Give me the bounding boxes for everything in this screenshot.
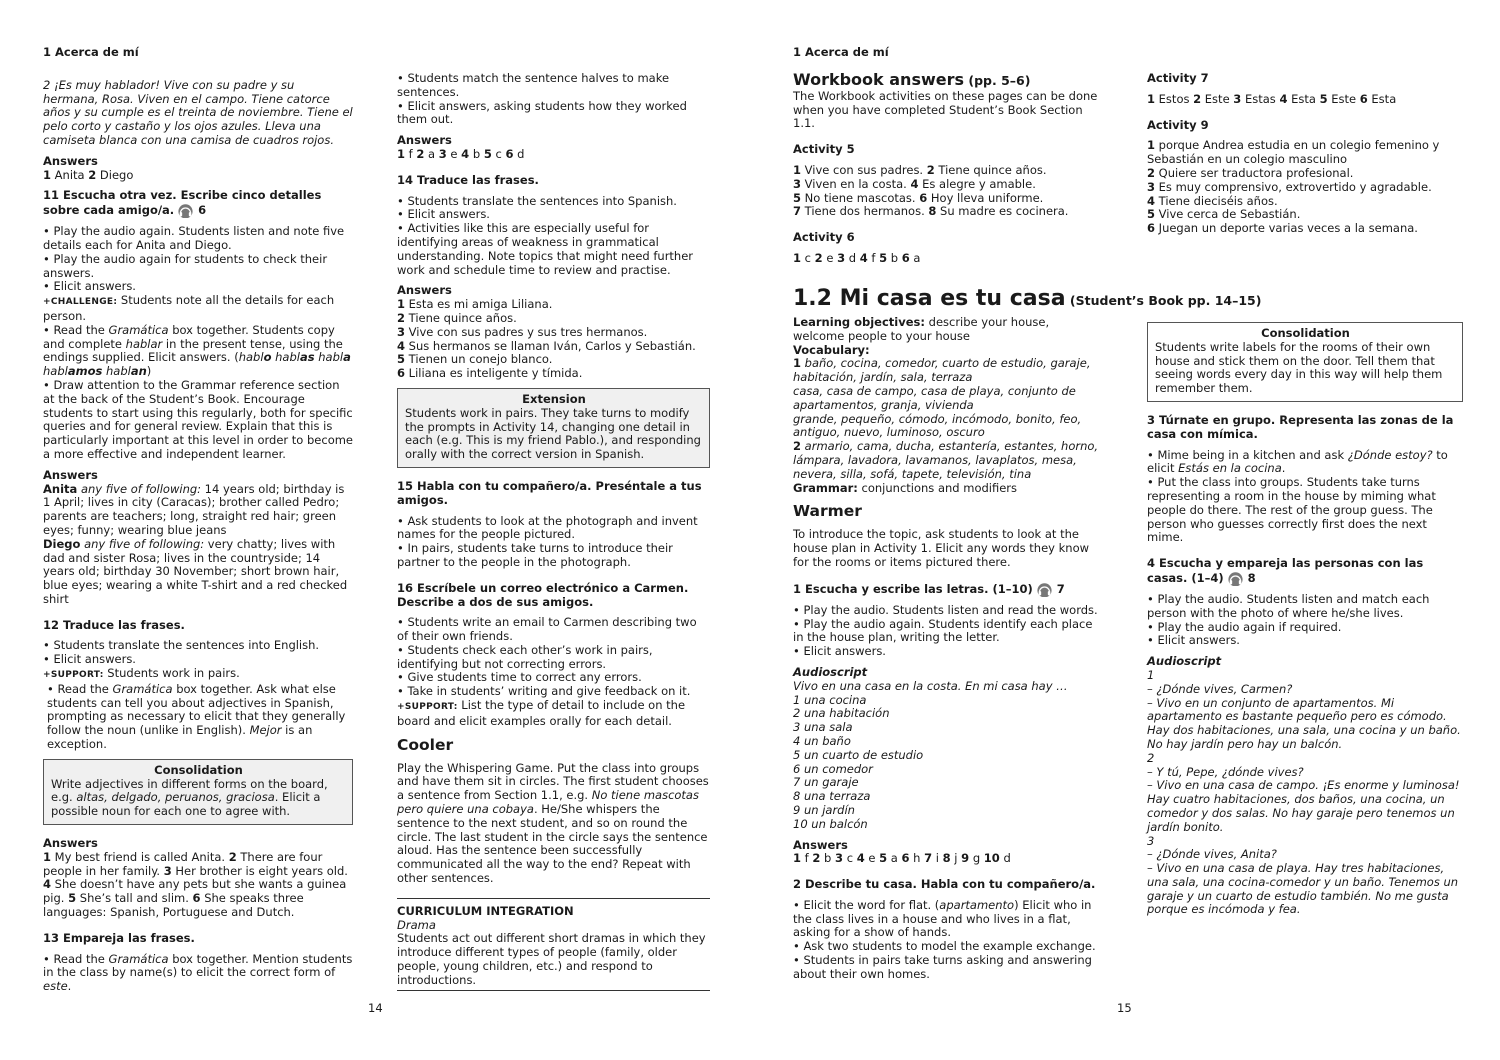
ex16-bullet-2: • Students check each other’s work in pairs, identifying but not correcting errors. [397,642,653,671]
exercise-15-title: 15 Habla con tu compañero/a. Preséntale a tus amigos. [397,478,702,507]
exercise-4-title: 4 Escucha y empareja las personas con las casas. (1–4) 8 [1147,556,1424,585]
audioscript-4: 1 – ¿Dónde vives, Carmen? – Vivo en un conjunto de apartamentos. Mi apartamento es bastante pequeño pero es cómodo. Hay dos habitaciones, una sala, una cocina y un baño. No hay jardín pero hay un balcón. 2 – Y tú, Pepe, ¿dónde vives? – Vivo en una casa de campo. ¡Es enorme y luminosa! Hay cuatro habitaciones, dos baños, una cocina, un comedor y dos salas. No hay garaje pero tenemos un jardín bonito. 3 – ¿Dónde vives, Anita? – Vivo en una casa de playa. Hay tres habitaciones, una sala, una cocina-comedor y un baño. Tenemos un garaje y un cuarto de estudio también. No me gusta porque es incómoda y fea. [1147,667,1461,917]
consolidation-box [43,759,353,825]
answers-heading-3: Answers [43,836,98,851]
right-column-2 [1147,72,1457,236]
cooler-heading: Cooler [397,735,454,754]
ex11-bullet-4: • Read the Gramática box together. Students copy and complete hablar in the present tense, using the endings supplied. Elicit answers. (hablo hablas habla hablamos hablan) [43,322,351,379]
audioscript-label: Audioscript [793,664,868,679]
conjugation: hablo hablas habla hablamos hablan [43,350,351,379]
warmer-heading: Warmer [793,502,862,521]
workbook-intro: The Workbook activities on these pages can be done when you have completed Student’s Book Section 1.1. [793,88,1098,131]
support-note: +SUPPORT: Students work in pairs. [43,666,240,681]
ex4-bullet-1: • Play the audio. Students listen and match each person with the photo of where he/she lives. [1147,591,1430,620]
divider-bottom [397,990,710,991]
ex12-bullet-2: • Elicit answers. [43,652,136,667]
activity-5-title: Activity 5 [793,142,855,157]
exercise-13-title: 13 Empareja las frases. [43,930,195,945]
activity-6-answers: 1 c 2 e 3 d 4 f 5 b 6 a [793,250,921,265]
answers-heading-14: Answers [397,283,452,298]
activity-7-answers: 1 Estos 2 Este 3 Estas 4 Esta 5 Este 6 Esta [1147,91,1397,106]
answers-list: 1 Anita 2 Diego [43,167,134,182]
ex3-bullet-2: • Put the class into groups. Students take turns representing a room in the house by miming what people do there. The rest of the group guess. The person who guesses correctly first does the next mime. [1147,475,1436,545]
vocabulary-2: 2 armario, cama, ducha, estantería, estantes, horno, lámpara, lavadora, lavamanos, lavaplatos, mesa, nevera, silla, sofá, tapete, televisión, tina [793,439,1099,481]
ex13-bullet-2: • Elicit answers, asking students how they worked them out. [397,98,687,127]
vocabulary-1b: casa, casa de campo, casa de playa, conjunto de apartamentos, granja, vivienda [793,383,1076,412]
warmer-text: To introduce the topic, ask students to look at the house plan in Activity 1. Elicit any words they know for the rooms or items pictured there. [793,527,1090,569]
ex11-bullet-5: • Draw attention to the Grammar reference section at the back of the Student’s Book. Encourage students to start using this regularly, both for specific queries and for general review. Explain that this is particularly important at this level in order to become a more effective and independent learner. [43,377,354,461]
ex1-bullet-2: • Play the audio again. Students identify each place in the house plan, writing the letter. [793,616,1093,645]
vocabulary-1: 1 baño, cocina, comedor, cuarto de estudio, garaje, habitación, jardín, sala, terraza [793,356,1091,385]
learning-objectives: Learning objectives: describe your house, welcome people to your house [793,315,1050,343]
ex13-bullet: • Read the Gramática box together. Mention students in the class by name(s) to elicit the correct form of este. [43,951,353,994]
activity-7-title: Activity 7 [1147,71,1209,85]
ex4-bullet-2: • Play the audio again if required. [1147,619,1342,634]
ex14-bullet-3: • Activities like this are especially useful for identifying areas of weakness in grammatical understanding. Note topics that might need further work and schedule time to review and practise. [397,221,694,277]
intro-paragraph: 2 ¡Es muy hablador! Vive con su padre y su hermana, Rosa. Viven en el campo. Tiene catorce años y su cumple es el treinta de noviembre. Tiene el pelo corto y castaño y los ojos azules. Lleva una camiseta blanca con una camisa de cuadros rojos. [43,77,353,147]
ex2-bullet-1: • Elicit the word for flat. (apartamento) Elicit who in the class lives in a house and who lives in a flat, asking for a show of hands. [793,897,1092,940]
answers-heading: Answers [43,153,98,168]
exercise-12-title: 12 Traduce las frases. [43,617,185,632]
workbook-title: Workbook answers (pp. 5–6) [793,69,1031,89]
vocabulary-label: Vocabulary: [793,342,870,357]
activity-9-title: Activity 9 [1147,117,1209,132]
exercise-3-title: 3 Túrnate en grupo. Representa las zonas de la casa con mímica. [1147,412,1454,441]
ex15-bullet-1: • Ask students to look at the photograph and invent names for the people pictured. [397,513,698,542]
headphones-icon [1036,582,1053,597]
extension-title: Extension [522,391,586,406]
right-column-2b [1147,322,1463,917]
exercise-1-title: 1 Escucha y escribe las letras. (1–10) 7 [793,581,1065,596]
consolidation-title-right: Consolidation [1261,326,1350,340]
ex16-bullet-3: • Give students time to correct any errors. [397,670,642,685]
support-note-2: +SUPPORT: List the type of detail to include on the board and elicit examples orally for each detail. [397,698,686,728]
challenge-note: +CHALLENGE: Students note all the details for each person. [43,293,335,323]
audioscript-1: Vivo en una casa en la costa. En mi casa hay … 1 una cocina 2 una habitación 3 una sala 4 un baño 5 un cuarto de estudio 6 un comedor 7 un garaje 8 una terraza 9 un jardín 10 un balcón [793,678,1068,831]
consolidation-title: Consolidation [154,762,243,777]
section-heading [793,286,1473,312]
exercise-2-title: 2 Describe tu casa. Habla con tu compañero/a. [793,877,1096,892]
running-head-right: 1 Acerca de mí [793,45,889,59]
cooler-text: Play the Whispering Game. Put the class into groups and have them sit in circles. The first student chooses a sentence from Section 1.1, e.g. No tiene mascotas pero quiere una cobaya. He/She whispers the sentence to the next student, and so on round the circle. The last student in the circle says the sentence aloud. Has the sentence been successfully communicated all the way to the end? Repeat with other sentences. [397,760,709,886]
audioscript-label-2: Audioscript [1147,654,1222,669]
extension-box [397,388,710,468]
page-number-left: 14 [368,1001,383,1015]
curriculum-integration-text: Students act out different short dramas in which they introduce different types of people (family, older people, young children, etc.) and respond to introductions. [397,931,706,987]
right-column-1b [793,316,1103,982]
right-column-1 [793,46,1103,266]
left-column-1 [43,46,353,994]
exercise-16-title: 16 Escríbele un correo electrónico a Carmen. Describe a dos de sus amigos. [397,580,689,609]
ex13-bullet-1: • Students match the sentence halves to make sentences. [397,71,670,99]
curriculum-integration-title: CURRICULUM INTEGRATION [397,903,574,918]
ex1-bullet-3: • Elicit answers. [793,644,886,659]
answers-anita: Anita any five of following: 14 years old; birthday is 1 April; lives in city (Caracas); brother called Pedro; parents are teachers; long, straight red hair; green eyes; funny; wearing blue jeans [43,481,345,537]
ex2-bullet-2: • Ask two students to model the example exchange. [793,939,1096,954]
answers-heading-ex1: Answers [793,837,848,852]
section-title: 1.2 Mi casa es tu casa (Student’s Book pp. 14–15) [793,286,1262,311]
consolidation-text: Write adjectives in different forms on the board, e.g. altas, delgado, peruanos, graciosa. Elicit a possible noun for each one to agree with. [51,776,328,819]
ex12-bullet-3: • Read the Gramática box together. Ask what else students can tell you about adjectives in Spanish, prompting as necessary to elicit that they generally follow the noun (unlike in English). Mejor is an exception. [47,681,346,752]
ex4-bullet-3: • Elicit answers. [1147,633,1240,648]
ex11-bullet-1: • Play the audio again. Students listen and note five details each for Anita and Diego. [43,224,345,252]
consolidation-text-right: Students write labels for the rooms of their own house and stick them on the door. Tell them that seeing words every day in this way will help them remember them. [1155,339,1443,396]
ex14-bullet-2: • Elicit answers. [397,207,490,222]
curriculum-integration-subtitle: Drama [397,917,436,932]
divider [397,898,710,899]
answers-14: 1 Esta es mi amiga Liliana. 2 Tiene quince años. 3 Vive con sus padres y sus tres hermanos. 4 Sus hermanos se llaman Iván, Carlos y Sebastián. 5 Tienen un conejo blanco. 6 Liliana es inteligente y tímida. [397,297,696,381]
activity-6-title: Activity 6 [793,230,855,245]
activity-5-answers: 1 Vive con sus padres. 2 Tiene quince años. 3 Viven en la costa. 4 Es alegre y amable. 5 No tiene mascotas. 6 Hoy lleva uniforme. 7 Tiene dos hermanos. 8 Su madre es cocinera. [793,162,1069,219]
ex14-bullet-1: • Students translate the sentences into Spanish. [397,193,677,208]
answers-diego: Diego any five of following: very chatty; lives with dad and sister Rosa; lives in the countryside; 14 years old; birthday 30 November; short brown hair, blue eyes; wearing a white T-shirt and a red checked shirt [43,536,348,606]
ex3-bullet-1: • Mime being in a kitchen and ask ¿Dónde estoy? to elicit Estás en la cocina. [1147,447,1448,476]
answers-heading-2: Answers [43,467,98,482]
ex2-bullet-3: • Students in pairs take turns asking and answering about their own homes. [793,953,1092,981]
exercise-14-title: 14 Traduce las frases. [397,172,539,187]
answers-ex1: 1 f 2 b 3 c 4 e 5 a 6 h 7 i 8 j 9 g 10 d [793,851,1011,866]
answers-list-3: 1 My best friend is called Anita. 2 There are four people in her family. 3 Her brother is eight years old. 4 She doesn’t have any pets but she wants a guinea pig. 5 She’s tall and slim. 6 She speaks three languages: Spanish, Portuguese and Dutch. [43,849,348,920]
extension-text: Students work in pairs. They take turns to modify the prompts in Activity 14, changing one detail in each (e.g. This is my friend Pablo.), and responding orally with the correct version in Spanish. [405,405,701,462]
headphones-icon [1227,571,1244,586]
left-column-2 [397,72,710,991]
exercise-11-title: 11 Escucha otra vez. Escribe cinco detalles sobre cada amigo/a. 6 [43,188,322,218]
grammar-line: Grammar: conjunctions and modifiers [793,480,1018,495]
activity-9-answers: 1 porque Andrea estudia en un colegio femenino y Sebastián en un colegio masculino 2 Quiere ser traductora profesional. 3 Es muy comprensivo, extrovertido y agradable. 4 Tiene dieciséis años. 5 Vive cerca de Sebastián. 6 Juegan un deporte varias veces a la semana. [1147,138,1440,236]
answers-heading-13: Answers [397,133,452,148]
ex11-bullet-3: • Elicit answers. [43,279,136,294]
answers-13: 1 f 2 a 3 e 4 b 5 c 6 d [397,146,525,161]
ex12-bullet-1: • Students translate the sentences into English. [43,638,320,653]
running-head-left: 1 Acerca de mí [43,45,139,59]
consolidation-box-right [1147,322,1463,402]
ex16-bullet-4: • Take in students’ writing and give feedback on it. [397,684,691,699]
ex15-bullet-2: • In pairs, students take turns to introduce their partner to the people in the photograph. [397,541,673,569]
headphones-icon [177,203,194,218]
ex1-bullet-1: • Play the audio. Students listen and read the words. [793,602,1098,617]
page-number-right: 15 [1117,1001,1132,1015]
ex11-bullet-2: • Play the audio again for students to check their answers. [43,251,328,280]
ex16-bullet-1: • Students write an email to Carmen describing two of their own friends. [397,615,697,644]
vocabulary-1c: grande, pequeño, cómodo, incómodo, bonito, feo, antiguo, nuevo, luminoso, oscuro [793,411,1082,440]
